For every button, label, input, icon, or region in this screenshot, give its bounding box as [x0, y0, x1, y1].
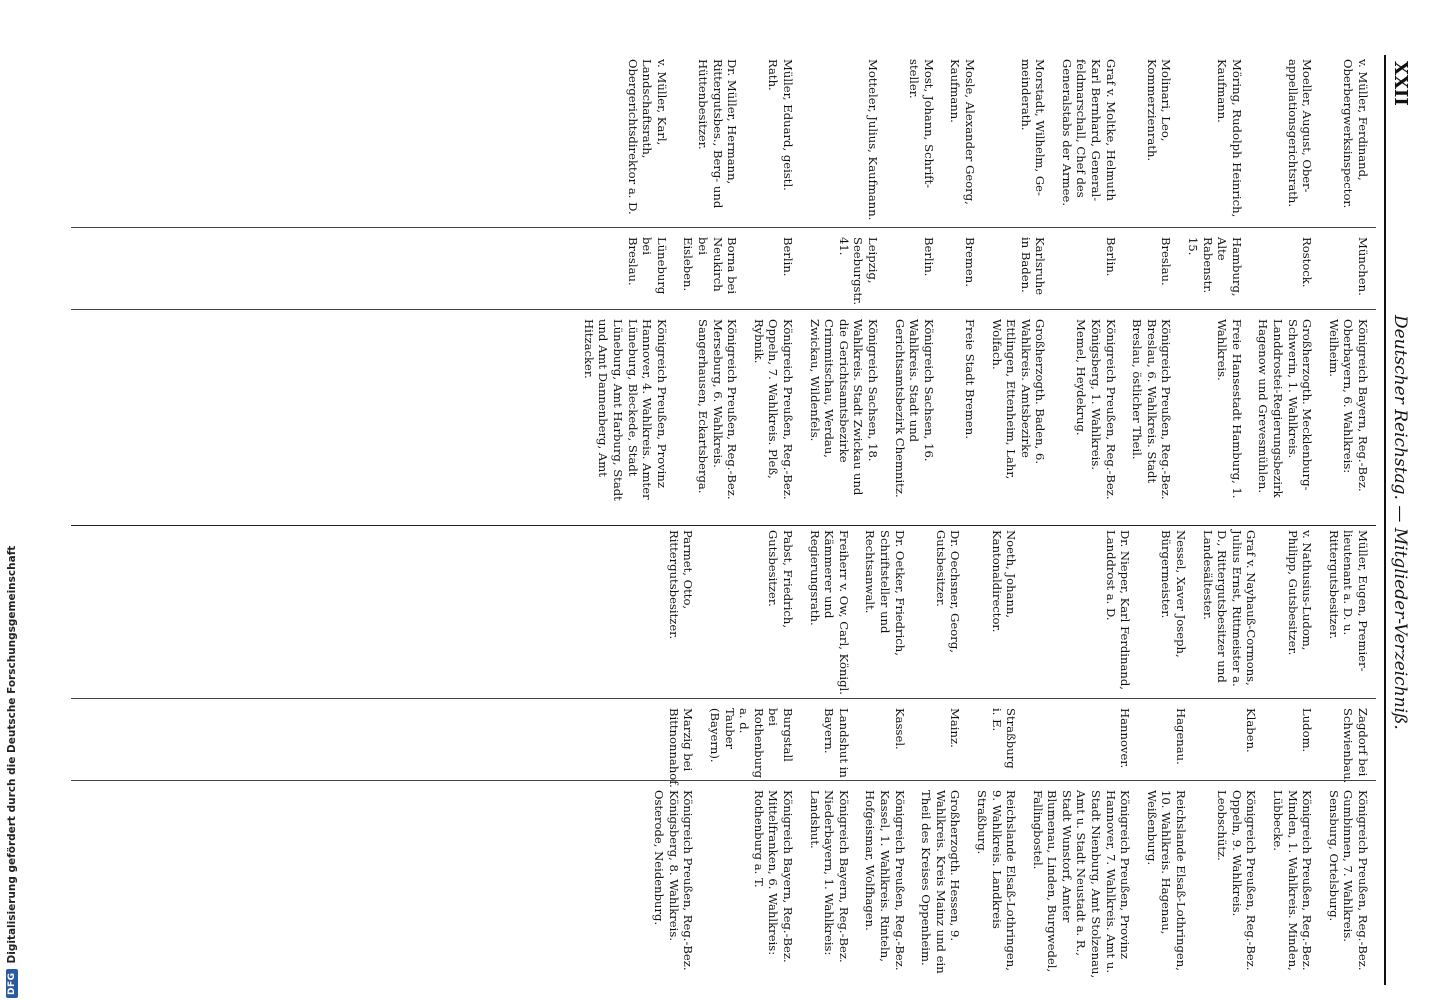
member-name: Graf v. Nayhauß-Cormons, Julius Ernst, Rittmeister a. D., Rittergutsbesitzer und Landesältester.	[1200, 530, 1259, 687]
member-entry	[1053, 55, 1123, 513]
page-title: Deutscher Reichstag. — Mitglieder-Verzeichniß.	[1390, 314, 1410, 730]
member-entry	[1320, 526, 1376, 986]
member-place: Kassel.	[892, 708, 907, 750]
dfg-logo: DFG	[6, 969, 18, 998]
member-place: Rostock.	[1300, 237, 1315, 288]
member-district: Großherzogth. Mecklenburg-Schwerin, 1. Wahlkreis. Landdrostei-Regierungsbezirk Hagenow und Grevesmühlen.	[1256, 319, 1315, 498]
member-district: Königreich Preußen, Reg.-Bez. Breslau, 6. Wahlkreis. Stadt Breslau, östlicher Theil.	[1130, 319, 1174, 500]
member-district: Freie Stadt Bremen.	[962, 319, 977, 439]
member-entry	[1024, 526, 1138, 986]
member-name: Freiherr v. Ow, Carl, Königl. Kämmerer und Regierungsrath.	[807, 530, 851, 695]
member-entry	[675, 55, 745, 513]
member-place: Karlsruhe in Baden.	[1018, 237, 1048, 296]
member-entry	[646, 526, 702, 986]
member-place: Landshut in Bayern.	[822, 708, 851, 778]
member-place: München.	[1356, 237, 1370, 296]
member-district: Freie Hansestadt Hamburg, 1. Wahlkreis.	[1215, 319, 1244, 499]
member-district: Königreich Bayern, Reg.-Bez. Niederbayern, 1. Wahlkreis: Landshut.	[807, 790, 851, 963]
member-district: Königreich Preußen, Provinz Hannover, 7. Wahlkreis. Amt u. Stadt Nienburg, Amt Stolzenau, Amt u. Stadt Neustadt a. R., Stadt Wunstorf, Amter Blumenau, Linden, Burgwedel, Fallingbostel.	[1030, 790, 1133, 979]
member-name: v. Nathusius-Ludom, Philipp, Gutsbesitzer.	[1285, 530, 1315, 656]
member-place: Hamburg, Alte Rabenstr. 15.	[1186, 237, 1244, 297]
member-place: Bremen.	[962, 237, 977, 287]
member-district: Königreich Sachsen, 16. Wahlkreis. Stadt und Gerichtsamtsbezirk Chemnitz.	[892, 319, 936, 498]
member-place: Berlin.	[921, 237, 936, 277]
member-place: Berlin.	[1103, 237, 1118, 277]
member-entry	[701, 526, 801, 986]
member-name: Graf v. Moltke, Helmuth Karl Bernhard, General-feldmarschall, Chef des Generalstabs der Armee.	[1059, 59, 1118, 207]
member-place: Ludom.	[1300, 708, 1315, 753]
member-name: v. Müller, Karl, Landschaftsrath, Obergerichtsdirektor a. D.	[625, 59, 669, 215]
left-column-table	[71, 55, 1376, 513]
member-entry	[857, 526, 913, 986]
member-district: Königreich Bayern, Reg.-Bez. Mittelfranken, 6. Wahlkreis: Rothenburg a. T.	[751, 790, 795, 963]
member-place: Hannover.	[1118, 708, 1133, 769]
member-entry	[575, 55, 675, 513]
member-entry	[1179, 55, 1249, 513]
page-header	[1384, 55, 1420, 985]
member-name: Pabst, Friedrich, Gutsbesitzer.	[766, 530, 795, 629]
member-district: Reichslande Elsaß-Lothringen, 9. Wahlkreis. Landkreis Straßburg.	[974, 790, 1019, 971]
member-name: Noeth, Johann, Kantonaldirector.	[989, 530, 1019, 633]
member-district: Königreich Preußen, Reg.-Bez. Oppeln, 9. Wahlkreis. Leobschütz.	[1215, 790, 1259, 971]
member-entry	[745, 55, 801, 513]
member-place: Burgstall bei Rothenburg a. d. Tauber (Bayern).	[708, 708, 795, 779]
member-district: Großherzogth. Baden, 6. Wahlkreis. Amtsbezirke Ettlingen, Ettenheim, Lahr, Wolfach.	[989, 319, 1048, 480]
member-entry	[801, 526, 857, 986]
member-district: Königreich Sachsen, 18. Wahlkreis. Stadt Zwickau und die Gerichtsamtsbezirke Crimmitschau, Werdau, Zwickau, Wildenfels.	[807, 319, 880, 496]
member-district: Königreich Preußen, Reg.-Bez. Minden, 1. Wahlkreis. Minden, Lübbecke.	[1271, 790, 1315, 971]
member-name: Dr. Müller, Hermann, Rittergutsbes., Berg- und Hüttenbesitzer.	[696, 59, 740, 209]
member-name: Möring, Rudolph Heinrich, Kaufmann.	[1215, 59, 1244, 218]
member-place: Breslau.	[1159, 237, 1174, 286]
member-name: Parmet, Otto, Rittergutsbesitzer.	[666, 530, 696, 640]
member-name: Mosle, Alexander Georg, Kaufmann.	[948, 59, 977, 205]
member-name: Motteler, Julius, Kaufmann.	[865, 59, 880, 221]
member-entry	[1194, 526, 1264, 986]
member-place: Mainz.	[948, 708, 963, 748]
member-place: Marzig bei Bittnonnahof.	[666, 708, 696, 788]
member-name: Molinari, Leo, Kommerzienrath.	[1144, 59, 1174, 162]
member-name: Dr. Nieper, Karl Ferdinand, Landdrost a. D.	[1103, 530, 1133, 690]
member-place: Berlin.	[781, 237, 795, 277]
member-district: Königreich Preußen, Reg.-Bez. Kassel, 1. Wahlkreis. Rinteln, Hofgeismar, Wolfhagen.	[863, 790, 907, 971]
member-name: Nessel, Xaver Joseph, Bürgermeister.	[1159, 530, 1189, 658]
member-district: Königreich Bayern, Reg.-Bez. Oberbayern, 6. Wahlkreis: Weilheim.	[1326, 319, 1370, 492]
member-district: Königreich Preußen, Reg.-Bez. Gumbinnen, 7. Wahlkreis. Sensburg, Ortelsburg.	[1326, 790, 1370, 971]
member-entry	[983, 55, 1053, 513]
member-name: Müller, Eduard, geistl. Rath.	[766, 59, 795, 191]
member-district: Königreich Preußen, Reg.-Bez. Merseburg, 6. Wahlkreis. Sangerhausen, Eckartsberga.	[696, 319, 740, 500]
member-district: Reichslande Elsaß-Lothringen, 10. Wahlkreis. Hagenau, Weißenburg.	[1144, 790, 1189, 971]
member-district: Königreich Preußen, Reg.-Bez. Königsberg, 8. Wahlkreis. Osterode, Neidenburg.	[652, 790, 696, 971]
member-entry	[1250, 55, 1320, 513]
member-district: Königreich Preußen, Reg.-Bez. Oppeln, 7. Wahlkreis. Pleß, Rybnik.	[751, 319, 795, 500]
member-place: Borna bei Neukirch bei Eisleben.	[681, 237, 740, 295]
member-entry	[913, 526, 969, 986]
member-entry	[942, 55, 983, 513]
member-name: v. Müller, Ferdinand, Oberbergwerksinspector.	[1341, 59, 1370, 209]
member-entry	[1264, 526, 1320, 986]
member-name: Dr. Oetker, Friedrich, Schriftsteller und Rechtsanwalt.	[863, 530, 907, 656]
credit-text: Digitalisierung gefördert durch die Deutsche Forschungsgemeinschaft	[6, 545, 18, 964]
document-page	[65, 55, 1420, 985]
member-entry	[1124, 55, 1180, 513]
member-name: Dr. Oechsner, Georg, Gutsbesitzer.	[933, 530, 963, 653]
member-entry	[1320, 55, 1376, 513]
member-entry	[1138, 526, 1194, 986]
member-district: Königreich Preußen, Reg.-Bez. Königsberg, 1. Wahlkreis. Memel, Heydekrug.	[1074, 319, 1118, 500]
member-place: Zagdorf bei Schwienbau.	[1341, 708, 1370, 784]
member-place: Lüneburg bei Breslau.	[625, 237, 669, 295]
member-entry	[968, 526, 1024, 986]
member-place: Klaben.	[1244, 708, 1259, 753]
member-entry	[886, 55, 942, 513]
member-name: Moeller, August, Ober-appellationsgerichtsrath.	[1285, 59, 1315, 208]
member-name: Müller, Eugen, Premier-lieutenant a. D. u. Rittergutsbesitzer.	[1326, 530, 1370, 672]
member-district: Großherzogth. Hessen, 9. Wahlkreis. Kreis Mainz und ein Theil des Kreises Oppenheim.	[919, 790, 963, 974]
member-district: Königreich Preußen, Provinz Hannover, 4. Wahlkreis. Amter Lüneburg, Bleckede, Stadt Lüneburg, Amt Harburg, Stadt und Amt Dannenberg, Amt Hitzacker.	[581, 319, 669, 501]
digitization-credit	[1, 8, 23, 998]
member-entry	[801, 55, 886, 513]
member-place: Straßburg i. E.	[989, 708, 1019, 769]
page-number: XXII	[1390, 61, 1411, 106]
right-column-table	[71, 525, 1376, 986]
member-place: Hagenau.	[1174, 708, 1189, 765]
member-name: Morstadt, Wilhelm, Ge-meinderath.	[1018, 59, 1048, 196]
member-place: Leipzig, Seeburgstr. 41.	[836, 237, 880, 306]
member-name: Most, Johann, Schrift-steller.	[907, 59, 936, 189]
